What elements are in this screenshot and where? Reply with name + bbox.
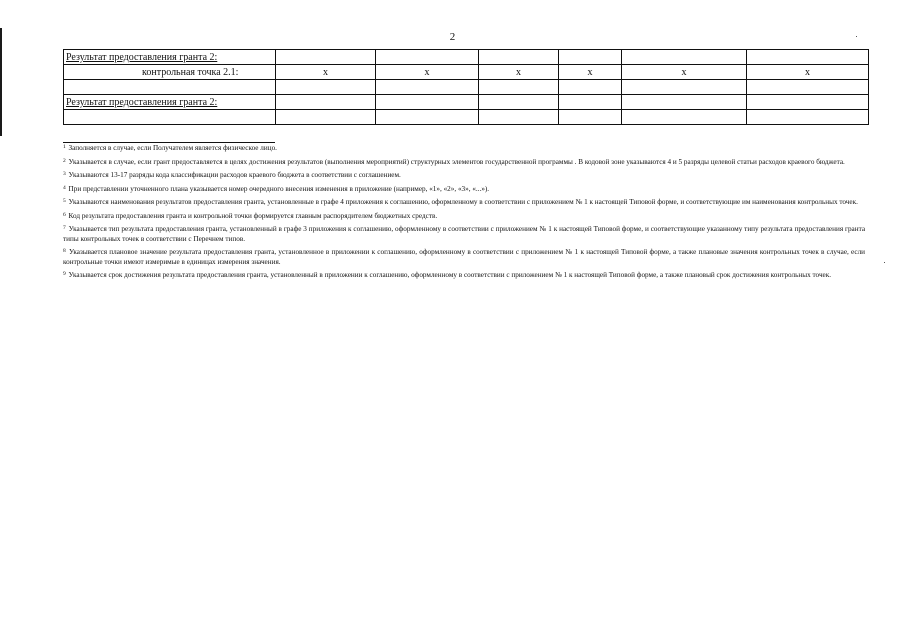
footnote [63,248,865,267]
table-cell [747,95,869,110]
table-row [64,95,869,110]
footnote [63,158,865,168]
footnote [63,171,865,181]
table-cell [559,50,622,65]
table-cell [276,110,376,125]
footnote-text: Указываются наименования результатов предоставления гранта, установленные в графе 4 приложения к соглашению, оформленному в соответствии с приложением № 1 к настоящей Типовой форме, и соответствующие им наименования контрольных точек. [68,198,858,206]
footnote-number: 6 [63,211,66,218]
footnote [63,225,865,244]
table-cell [276,95,376,110]
table-cell [376,95,479,110]
table-cell [622,80,747,95]
page-number: 2 [449,31,456,43]
footnote-number: 9 [63,271,66,277]
table-row [64,50,869,65]
table-cell: x [276,65,376,80]
footnote-number: 7 [63,225,66,231]
footnote [63,212,865,222]
footnote-text: Указывается в случае, если грант предоставляется в целях достижения результатов (выполнения мероприятий) структурных элементов государственной программы . В кодовой зоне указываются 4 и 5 разряды целевой статьи расходов краевого бюджета. [68,157,845,166]
table-cell: x [622,65,747,80]
table-cell [747,80,869,95]
row-label [64,80,276,95]
table-cell [276,50,376,65]
footnote-text: При представлении уточненного плана указывается номер очередного внесения изменения в приложение (например, «1», «2», «3», «...»). [68,184,490,193]
footnote-number: 8 [63,248,66,254]
scan-edge-mark [0,28,2,136]
footnote [63,144,865,154]
row-label [64,110,276,125]
row-label [64,95,276,110]
row-label [64,50,276,65]
table-cell [559,95,622,110]
footnote-text: Указывается плановое значение результата предоставления гранта, установленное в приложении к соглашению, оформленному в соответствии с приложением № 1 к настоящей Типовой форме, а также плановые значения контрольных точек в случае, если контрольные точки имеют измеримые в единицах измерения значения. [63,248,866,266]
table-cell [622,110,747,125]
footnote-number: 4 [63,184,66,191]
table-cell [376,50,479,65]
table-cell [622,50,747,65]
footnote-number: 3 [63,171,66,177]
footnote-text: Указывается срок достижения результата предоставления гранта, установленный в приложении к соглашению, оформленному в соответствии с приложением № 1 к настоящей Типовой форме, а также плановый срок достижения контрольных точек. [68,271,832,279]
table-cell [376,110,479,125]
scan-speck [884,262,885,263]
grant-result-label: Результат предоставления гранта 2: [66,52,218,63]
table-cell: x [376,65,479,80]
table-cell [559,110,622,125]
grant-results-table [63,49,869,125]
table-cell [276,80,376,95]
table-cell: x [747,65,869,80]
table-cell: x [559,65,622,80]
table-cell [376,80,479,95]
footnote [63,271,865,281]
footnote-number: 5 [63,198,66,204]
table-cell [479,110,559,125]
table-cell [479,80,559,95]
table-cell [622,95,747,110]
control-point-label: контрольная точка 2.1: [64,65,276,80]
footnote-text: Указываются 13-17 разряды кода классификации расходов краевого бюджета в соответствии с соглашением. [68,171,401,179]
footnote-separator [63,142,275,143]
table-row [64,65,869,80]
table-cell [479,95,559,110]
table-cell [747,110,869,125]
footnote-text: Указывается тип результата предоставления гранта, установленный в графе 3 приложения к соглашению, оформленному в соответствии с приложением № 1 к настоящей Типовой форме, и соответствующие указанному типу результата предоставления гранта типы контрольных точек в соответствии с Перечнем типов. [63,225,866,243]
table-cell [479,50,559,65]
footnotes [63,144,865,285]
grant-result-label: Результат предоставления гранта 2: [66,97,218,108]
table-cell: x [479,65,559,80]
footnote-number: 2 [63,157,66,164]
footnote-text: Заполняется в случае, если Получателем является физическое лицо. [68,144,277,152]
table-cell [559,80,622,95]
table-row [64,80,869,95]
footnote [63,198,865,208]
table-row [64,110,869,125]
footnote-number: 1 [63,144,66,150]
footnote [63,185,865,195]
table-cell [747,50,869,65]
footnote-text: Код результата предоставления гранта и контрольной точки формируется главным распорядителем бюджетных средств. [68,211,438,220]
